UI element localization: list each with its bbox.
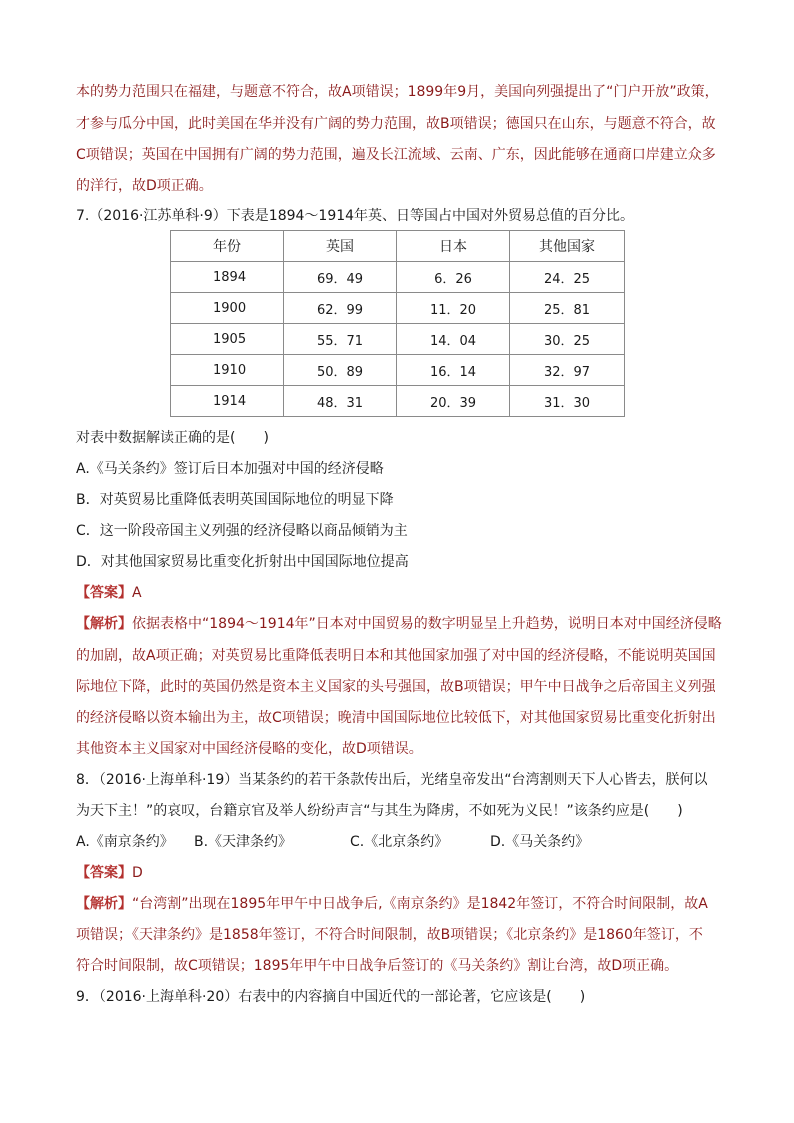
trade-share-table bbox=[170, 230, 625, 417]
prev-analysis-line-2: 才参与瓜分中国，此时美国在华并没有广阔的势力范围，故B项错误；德国只在山东，与题意不符合，故 bbox=[76, 116, 716, 132]
q8-analysis-line-1 bbox=[76, 894, 726, 914]
header-year: 年份 bbox=[171, 231, 284, 262]
cell-year: 1914 bbox=[171, 386, 284, 417]
table-row bbox=[171, 293, 625, 324]
cell-others: 25．81 bbox=[510, 293, 625, 324]
header-britain: 英国 bbox=[284, 231, 397, 262]
cell-japan: 6．26 bbox=[397, 262, 510, 293]
q7-analysis-line-3: 际地位下降，此时的英国仍然是资本主义国家的头号强国，故B项错误；甲午中日战争之后帝国主义列强 bbox=[76, 679, 716, 695]
q8-analysis-line-3: 符合时间限制，故C项错误；1895年甲午中日战争后签订的《马关条约》割让台湾，故D项正确。 bbox=[76, 958, 679, 974]
cell-japan: 16．14 bbox=[397, 355, 510, 386]
analysis-text: “台湾割”出现在1895年甲午中日战争后,《南京条约》是1842年签订，不符合时间限制，故A bbox=[132, 896, 708, 912]
header-japan: 日本 bbox=[397, 231, 510, 262]
q7-stem: 7.（2016·江苏单科·9）下表是1894～1914年英、日等国占中国对外贸易总值的百分比。 bbox=[76, 208, 635, 224]
q7-option-b: B．对英贸易比重降低表明英国国际地位的明显下降 bbox=[76, 492, 394, 508]
cell-japan: 14．04 bbox=[397, 324, 510, 355]
table-row bbox=[171, 355, 625, 386]
analysis-tag: 【解析】 bbox=[76, 616, 132, 632]
cell-britain: 69．49 bbox=[284, 262, 397, 293]
q7-analysis-line-2: 的加剧，故A项正确；对英贸易比重降低表明日本和其他国家加强了对中国的经济侵略，不能说明英国国 bbox=[76, 648, 716, 664]
cell-year: 1910 bbox=[171, 355, 284, 386]
q7-option-c: C．这一阶段帝国主义列强的经济侵略以商品倾销为主 bbox=[76, 523, 408, 539]
cell-britain: 62．99 bbox=[284, 293, 397, 324]
cell-year: 1894 bbox=[171, 262, 284, 293]
cell-year: 1900 bbox=[171, 293, 284, 324]
answer-tag: 【答案】 bbox=[76, 865, 132, 881]
prev-analysis-line-4: 的洋行，故D项正确。 bbox=[76, 178, 213, 194]
q7-analysis-line-4: 的经济侵略以资本输出为主，故C项错误；晚清中国国际地位比较低下，对其他国家贸易比重变化折射出 bbox=[76, 710, 716, 726]
cell-others: 30．25 bbox=[510, 324, 625, 355]
analysis-tag: 【解析】 bbox=[76, 896, 132, 912]
cell-britain: 55．71 bbox=[284, 324, 397, 355]
q7-option-a: A.《马关条约》签订后日本加强对中国的经济侵略 bbox=[76, 461, 384, 477]
cell-others: 32．97 bbox=[510, 355, 625, 386]
cell-others: 24．25 bbox=[510, 262, 625, 293]
header-others: 其他国家 bbox=[510, 231, 625, 262]
cell-japan: 20．39 bbox=[397, 386, 510, 417]
q9-stem: 9．（2016·上海单科·20）右表中的内容摘自中国近代的一部论著，它应该是( ) bbox=[76, 989, 586, 1005]
q8-option-b: B.《天津条约》 bbox=[194, 834, 293, 850]
analysis-text: 依据表格中“1894～1914年”日本对中国贸易的数字明显呈上升趋势，说明日本对中国经济侵略 bbox=[132, 616, 722, 632]
q8-option-c: C.《北京条约》 bbox=[350, 834, 449, 850]
cell-britain: 50．89 bbox=[284, 355, 397, 386]
q8-option-a: A.《南京条约》 bbox=[76, 834, 174, 850]
table-header-row bbox=[171, 231, 625, 262]
q8-stem-line-2: 为天下主！”的哀叹，台籍京官及举人纷纷声言“与其生为降虏，不如死为义民！”该条约应是( ) bbox=[76, 803, 683, 819]
q7-question: 对表中数据解读正确的是( ) bbox=[76, 430, 269, 446]
q8-option-d: D.《马关条约》 bbox=[490, 834, 590, 850]
table-row bbox=[171, 324, 625, 355]
prev-analysis-line-1: 本的势力范围只在福建，与题意不符合，故A项错误；1899年9月，美国向列强提出了“门户开放”政策， bbox=[76, 84, 719, 100]
q7-analysis-line-5: 其他资本主义国家对中国经济侵略的变化，故D项错误。 bbox=[76, 741, 423, 757]
q8-stem-line-1: 8．（2016·上海单科·19）当某条约的若干条款传出后，光绪皇帝发出“台湾割则天下人心皆去，朕何以 bbox=[76, 772, 708, 788]
q7-answer bbox=[76, 583, 726, 603]
q8-analysis-line-2: 项错误；《天津条约》是1858年签订，不符合时间限制，故B项错误；《北京条约》是1860年签订，不 bbox=[76, 927, 703, 943]
answer-tag: 【答案】 bbox=[76, 585, 132, 601]
cell-britain: 48．31 bbox=[284, 386, 397, 417]
cell-others: 31．30 bbox=[510, 386, 625, 417]
q8-answer bbox=[76, 863, 726, 883]
cell-japan: 11．20 bbox=[397, 293, 510, 324]
prev-analysis-line-3: C项错误；英国在中国拥有广阔的势力范围，遍及长江流域、云南、广东，因此能够在通商口岸建立众多 bbox=[76, 147, 716, 163]
q7-analysis-line-1 bbox=[76, 614, 726, 634]
table-row bbox=[171, 262, 625, 293]
table-row bbox=[171, 386, 625, 417]
answer-value: A bbox=[132, 585, 142, 601]
answer-value: D bbox=[132, 865, 143, 881]
q7-option-d: D．对其他国家贸易比重变化折射出中国国际地位提高 bbox=[76, 554, 409, 570]
cell-year: 1905 bbox=[171, 324, 284, 355]
